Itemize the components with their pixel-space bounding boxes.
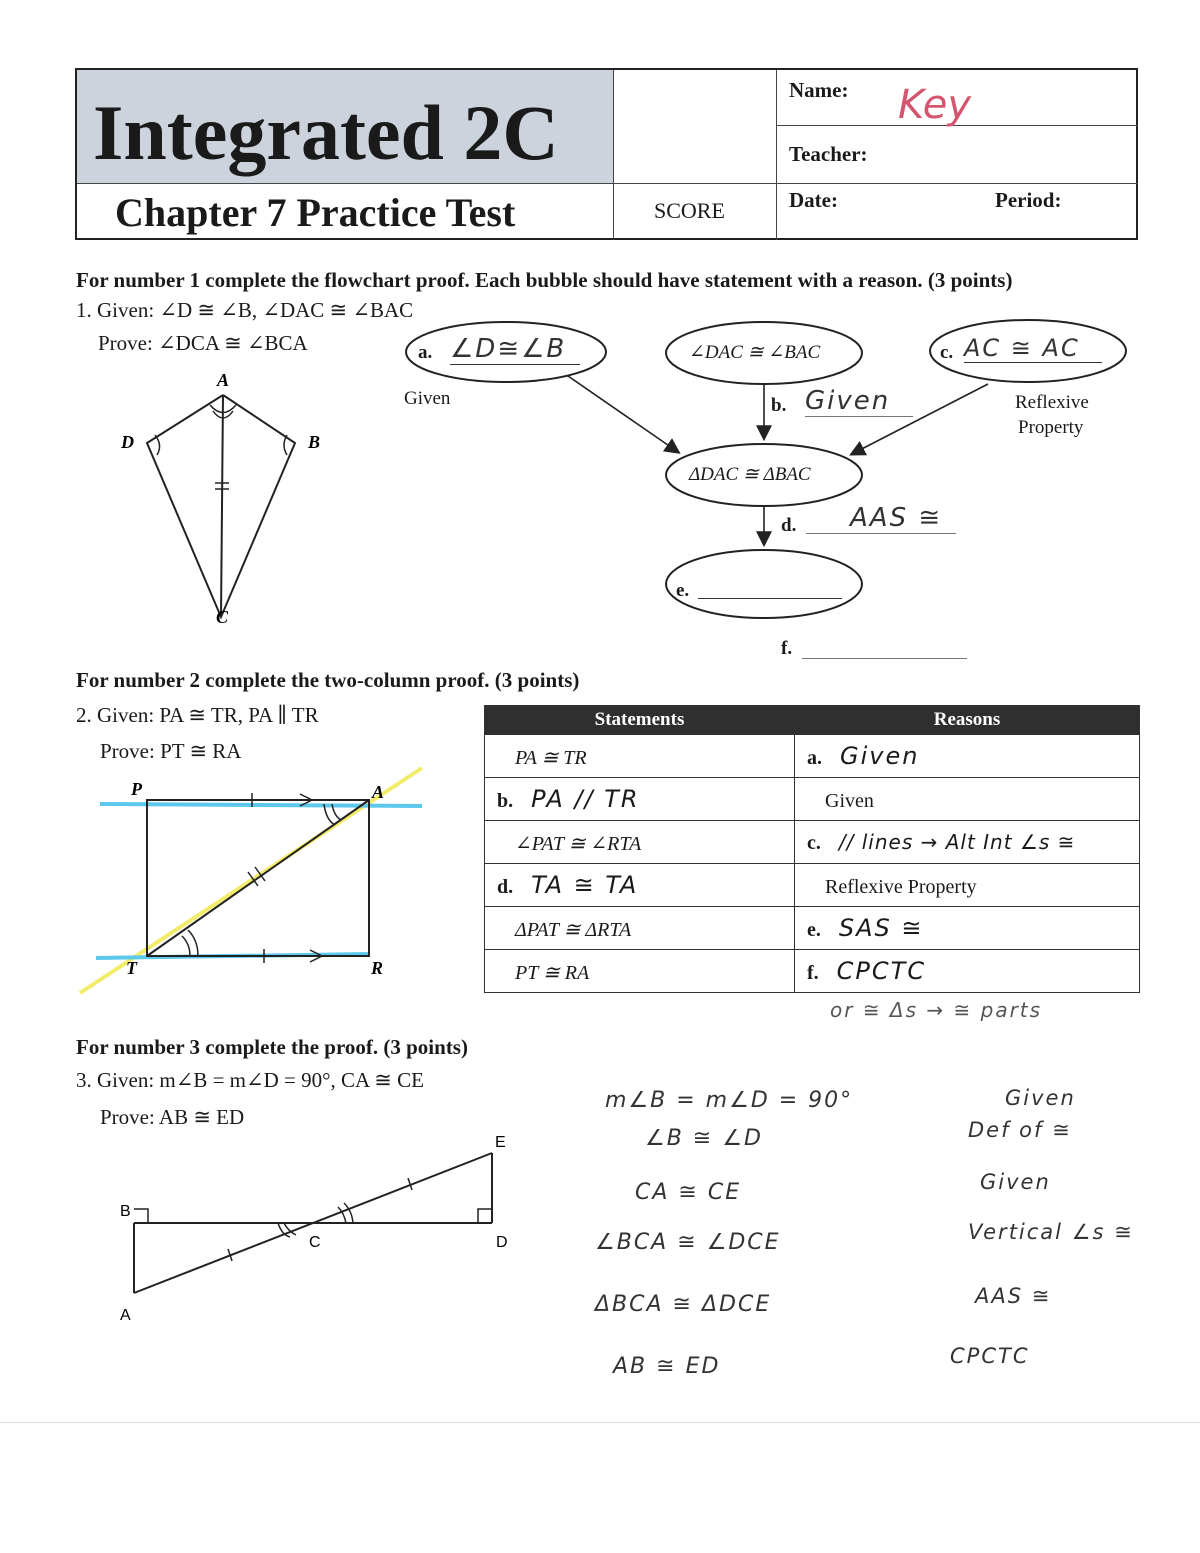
proof-table <box>484 705 1140 993</box>
subtitle-cell <box>77 184 614 240</box>
reason-cell <box>795 907 1140 950</box>
reason-label: a. <box>807 747 822 769</box>
reason-handwritten: SAS ≅ <box>838 914 924 942</box>
reason-label: e. <box>807 919 821 941</box>
statement-cell <box>485 864 795 907</box>
blank-cell <box>614 70 777 184</box>
statement-cell <box>485 735 795 778</box>
q3-statement-1: m∠B = m∠D = 90° <box>605 1088 854 1113</box>
kite-label-d: D <box>121 432 134 452</box>
q2-given: 2. Given: PA ≅ TR, PA ∥ TR <box>76 703 319 727</box>
reason-text: Given <box>825 790 874 812</box>
statement-handwritten: TA ≅ TA <box>531 871 639 899</box>
reason-cell <box>795 778 1140 821</box>
d-label: d. <box>781 515 797 536</box>
tri-label-b: B <box>120 1203 131 1220</box>
reason-handwritten: Given <box>840 742 920 770</box>
table-row <box>485 821 1140 864</box>
statement-cell <box>485 907 795 950</box>
reason-text: Reflexive Property <box>825 876 977 898</box>
reason-cell <box>795 821 1140 864</box>
header-statements: Statements <box>485 706 795 735</box>
bubble-c-label: c. <box>940 342 954 363</box>
q3-reason-5: AAS ≅ <box>975 1284 1052 1308</box>
flowchart <box>400 318 1140 668</box>
para-label-a: A <box>372 782 385 802</box>
q2-note-handwritten: or ≅ Δs → ≅ parts <box>830 998 1043 1022</box>
q3-statement-3: CA ≅ CE <box>635 1180 742 1205</box>
reason-label: f. <box>807 962 819 984</box>
name-label: Name: <box>789 78 849 102</box>
q3-reason-3: Given <box>980 1170 1051 1194</box>
page-subtitle: Chapter 7 Practice Test <box>115 190 516 235</box>
kite-diagram <box>105 365 345 635</box>
tri-label-c: C <box>309 1234 321 1251</box>
q2-prove: Prove: PT ≅ RA <box>100 739 242 763</box>
statement-label: b. <box>497 790 514 812</box>
tri-label-d: D <box>496 1234 508 1251</box>
reason-cell <box>795 735 1140 778</box>
q1-prove: Prove: ∠DCA ≅ ∠BCA <box>98 331 308 355</box>
bubble-top-statement: ∠DAC ≅ ∠BAC <box>689 342 821 363</box>
f-blank <box>802 658 967 659</box>
statement-text: ΔPAT ≅ ΔRTA <box>515 919 632 941</box>
bubble-e <box>666 550 862 618</box>
triangles-diagram <box>110 1125 530 1330</box>
para-label-r: R <box>371 958 384 978</box>
reason-label: c. <box>807 831 821 854</box>
key-handwriting: Key <box>898 82 972 128</box>
q3-reason-1: Given <box>1005 1086 1076 1110</box>
q3-statement-4: ∠BCA ≅ ∠DCE <box>595 1230 781 1255</box>
title-cell <box>77 70 614 184</box>
b-answer: Given <box>805 386 913 417</box>
page-title: Integrated 2C <box>93 89 559 176</box>
reason-cell <box>795 864 1140 907</box>
bubble-a-label: a. <box>418 342 433 363</box>
statement-cell <box>485 821 795 864</box>
table-row <box>485 950 1140 993</box>
statement-handwritten: PA // TR <box>531 785 640 813</box>
q3-prove: Prove: AB ≅ ED <box>100 1105 245 1129</box>
q3-statement-6: AB ≅ ED <box>613 1354 721 1379</box>
bubble-e-label: e. <box>676 580 690 601</box>
period-label: Period: <box>995 188 1062 212</box>
kite-label-b: B <box>308 432 321 452</box>
q1-instruction: For number 1 complete the flowchart proof. Each bubble should have statement with a reason. (3 points) <box>76 268 1013 292</box>
q1-given: 1. Given: ∠D ≅ ∠B, ∠DAC ≅ ∠BAC <box>76 298 414 322</box>
score-label: SCORE <box>654 198 725 223</box>
para-label-p: P <box>131 779 142 799</box>
statement-cell <box>485 950 795 993</box>
d-answer: AAS ≅ <box>806 503 956 534</box>
reason-handwritten: CPCTC <box>836 957 927 985</box>
bubble-middle-statement: ΔDAC ≅ ΔBAC <box>689 464 811 485</box>
date-label: Date: <box>789 188 838 212</box>
bubble-e-blank <box>698 598 842 599</box>
bubble-c-answer: AC ≅ AC <box>964 334 1102 363</box>
teacher-label: Teacher: <box>789 142 868 166</box>
table-row <box>485 735 1140 778</box>
date-row <box>777 184 1138 240</box>
b-label: b. <box>771 395 787 416</box>
q3-reason-4: Vertical ∠s ≅ <box>968 1220 1134 1244</box>
q3-given: 3. Given: m∠B = m∠D = 90°, CA ≅ CE <box>76 1068 424 1092</box>
tri-label-e: E <box>495 1134 506 1151</box>
statement-cell <box>485 778 795 821</box>
q3-reason-6: CPCTC <box>950 1344 1030 1368</box>
statement-label: d. <box>497 876 514 898</box>
header-box <box>75 68 1138 240</box>
bubble-c-reason-2: Property <box>1018 417 1084 438</box>
reason-cell <box>795 950 1140 993</box>
reason-handwritten: // lines → Alt Int ∠s ≅ <box>838 829 1076 854</box>
table-row <box>485 907 1140 950</box>
f-label: f. <box>781 638 793 659</box>
bubble-c-reason-1: Reflexive <box>1015 392 1089 413</box>
table-row <box>485 778 1140 821</box>
q3-statement-5: ΔBCA ≅ ΔDCE <box>595 1292 772 1317</box>
score-cell <box>614 184 777 240</box>
tri-label-a: A <box>120 1307 131 1324</box>
para-label-t: T <box>126 958 137 978</box>
bubble-a-answer: ∠D≅∠B <box>450 334 580 365</box>
table-header-row <box>485 706 1140 735</box>
q3-reason-2: Def of ≅ <box>968 1118 1072 1142</box>
page-divider <box>0 1422 1200 1423</box>
statement-text: PT ≅ RA <box>515 962 590 984</box>
bubble-a-reason: Given <box>404 388 451 409</box>
q3-statement-2: ∠B ≅ ∠D <box>645 1126 763 1151</box>
statement-text: ∠PAT ≅ ∠RTA <box>515 833 642 855</box>
q2-instruction: For number 2 complete the two-column proof. (3 points) <box>76 668 580 692</box>
q3-instruction: For number 3 complete the proof. (3 points) <box>76 1035 468 1059</box>
kite-label-c: C <box>216 607 229 627</box>
teacher-row <box>777 126 1138 184</box>
kite-label-a: A <box>217 370 230 390</box>
header-reasons: Reasons <box>795 706 1140 735</box>
statement-text: PA ≅ TR <box>515 747 587 769</box>
parallelogram-diagram <box>70 760 440 1005</box>
table-row <box>485 864 1140 907</box>
